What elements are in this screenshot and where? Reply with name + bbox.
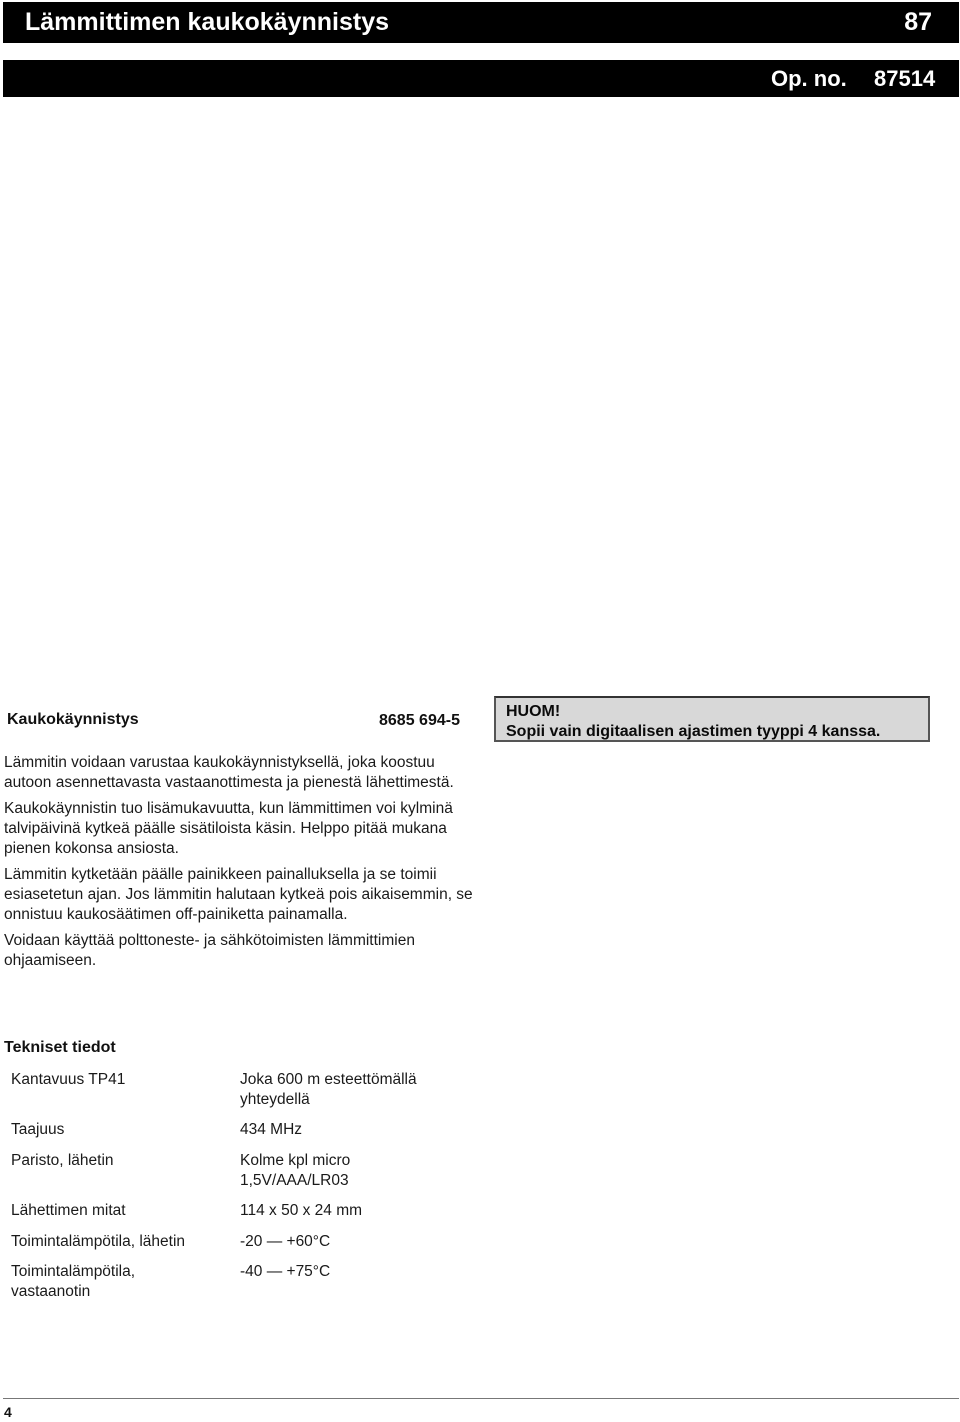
spec-label: Toimintalämpötila, vastaanotin bbox=[11, 1263, 136, 1300]
chapter-number: 87 bbox=[904, 8, 932, 36]
product-code: 8685 694-5 bbox=[379, 712, 460, 729]
spec-label: Lähettimen mitat bbox=[11, 1202, 126, 1219]
paragraph: Lämmitin voidaan varustaa kaukokäynnistyksellä, joka koostuu autoon asennettavasta vastaanottimesta ja pienestä lähettimestä. bbox=[4, 754, 454, 791]
spec-label: Paristo, lähetin bbox=[11, 1152, 114, 1169]
spec-label: Kantavuus TP41 bbox=[11, 1071, 126, 1088]
footer-page-number: 4 bbox=[4, 1404, 12, 1420]
spec-value: 114 x 50 x 24 mm bbox=[240, 1202, 363, 1219]
specs-heading: Tekniset tiedot bbox=[4, 1039, 116, 1056]
spec-value: -40 — +75°C bbox=[240, 1263, 331, 1280]
spec-value: -20 — +60°C bbox=[240, 1233, 331, 1250]
note-text: Sopii vain digitaalisen ajastimen tyyppi 4 kanssa. bbox=[506, 723, 881, 740]
operation-bar bbox=[3, 60, 959, 97]
footer-divider bbox=[3, 1398, 959, 1399]
page-title: Lämmittimen kaukokäynnistys bbox=[25, 8, 390, 36]
spec-label: Taajuus bbox=[11, 1121, 65, 1138]
spec-value: 434 MHz bbox=[240, 1121, 303, 1138]
header-bar bbox=[3, 2, 959, 43]
note-box bbox=[494, 696, 930, 742]
op-number: 87514 bbox=[874, 66, 936, 91]
spec-label: Toimintalämpötila, lähetin bbox=[11, 1233, 186, 1250]
description bbox=[4, 753, 474, 977]
paragraph: Lämmitin kytketään päälle painikkeen painalluksella ja se toimii esiasetetun ajan. Jos lämmitin halutaan kytkeä pois aikaisemmin, se onnistuu kaukosäätimen off-painiketta painamalla. bbox=[4, 866, 473, 923]
spec-value: Joka 600 m esteettömällä yhteydellä bbox=[240, 1071, 417, 1108]
section-title: Kaukokäynnistys bbox=[7, 711, 139, 728]
paragraph: Voidaan käyttää polttoneste- ja sähkötoimisten lämmittimien ohjaamiseen. bbox=[4, 932, 415, 969]
spec-value: Kolme kpl micro 1,5V/AAA/LR03 bbox=[240, 1152, 351, 1189]
op-label: Op. no. bbox=[771, 66, 847, 91]
note-heading: HUOM! bbox=[506, 703, 561, 720]
paragraph: Kaukokäynnistin tuo lisämukavuutta, kun lämmittimen voi kylminä talvipäivinä kytkeä päälle sisätiloista käsin. Helppo pitää mukana pienen kokonsa ansiosta. bbox=[4, 800, 453, 857]
